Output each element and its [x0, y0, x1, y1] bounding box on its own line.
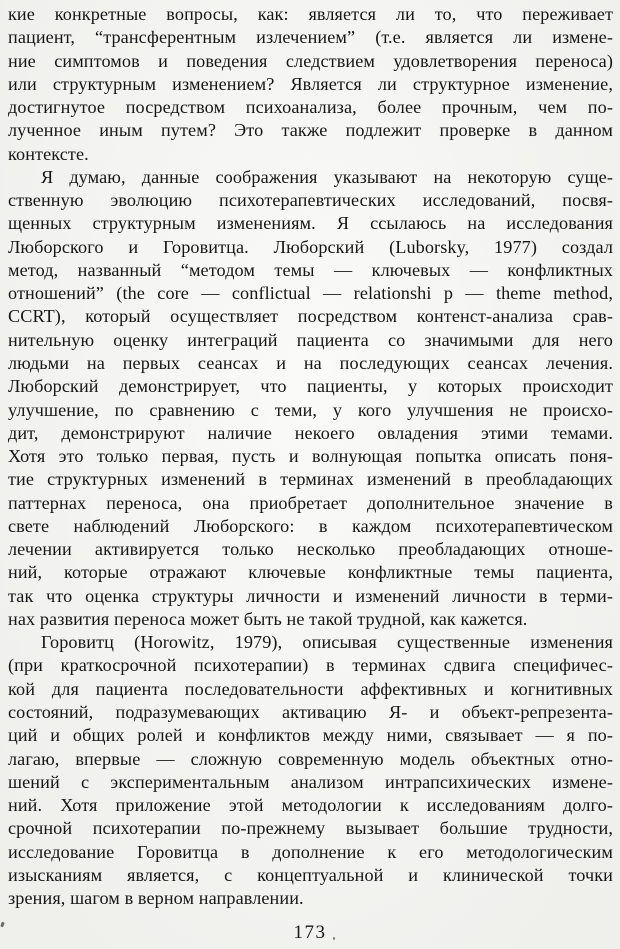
text-line: срочной психотерапии по-прежнему вызывает большие трудности, — [8, 818, 613, 839]
text-line: нах развития переноса может быть не такой трудной, как кажется. — [8, 608, 528, 629]
text-line: лагаю, впервые — сложную современную модель объектных отно- — [8, 748, 613, 769]
text-line: или структурным изменением? Является ли структурное изменение, — [8, 73, 613, 94]
text-line: свете наблюдений Люборского: в каждом психотерапевтическом — [8, 515, 613, 536]
text-line: отношений” (the core — conflictual — relationshi p — theme method, — [8, 283, 613, 304]
text-line: ний. Хотя приложение этой методологии к исследованиям долго- — [8, 795, 613, 816]
body-text — [8, 3, 613, 910]
text-line: кой для пациента последовательности аффективных и когнитивных — [8, 678, 613, 699]
text-line: Люборский демонстрирует, что пациенты, у которых происходит — [8, 376, 613, 397]
text-line: достигнутое посредством психоанализа, более прочным, чем по- — [8, 97, 613, 118]
text-line: лечении активируется только несколько преобладающих отноше- — [8, 539, 613, 560]
text-line: Люборского и Горовитца. Люборский (Luborsky, 1977) создал — [8, 236, 613, 257]
text-line: ций и общих ролей и конфликтов между ними, связывает — я по- — [8, 725, 613, 746]
text-line: так что оценка структуры личности и изменений личности в терми- — [8, 585, 613, 606]
text-line: тие структурных изменений в терминах изменений в преобладающих — [8, 469, 613, 490]
text-line: паттернах переноса, она приобретает дополнительное значение в — [8, 492, 613, 513]
text-line: людьми на первых сеансах и на последующих сеансах лечения. — [8, 352, 613, 373]
text-line: контексте. — [8, 143, 89, 164]
text-line: кие конкретные вопросы, как: является ли то, что переживает — [8, 4, 613, 24]
text-line: щенных структурным изменениям. Я ссылаюсь на исследования — [8, 213, 613, 234]
text-line: изысканиям является, с концептуальной и клинической точки — [8, 864, 613, 885]
text-line: Я думаю, данные соображения указывают на некоторую суще- — [41, 166, 613, 187]
text-line: пациент, “трансферентным излечением” (т.е. является ли измене- — [8, 27, 613, 48]
text-line: дит, демонстрируют наличие некоего овладения этими темами. — [8, 422, 613, 443]
text-line: ний, которые отражают ключевые конфликтные темы пациента, — [8, 562, 613, 583]
text-line: CCRT), который осуществляет посредством контенст-анализа срав- — [8, 306, 613, 327]
page-number: 173 — [293, 922, 327, 943]
text-line: исследование Горовитца в дополнение к его методологическим — [8, 841, 613, 862]
text-line: Хотя это только первая, пусть и волнующая попытка описать поня- — [8, 446, 613, 467]
text-line: зрения, шагом в верном направлении. — [8, 888, 304, 909]
text-line: шений с экспериментальным анализом интрапсихических измене- — [8, 771, 613, 792]
text-line: нительную оценку интеграций пациента со значимыми для него — [8, 329, 613, 350]
text-line: ственную эволюцию психотерапевтических исследований, посвя- — [8, 190, 613, 211]
text-line: улучшение, по сравнению с теми, у кого улучшения не происхо- — [8, 399, 613, 420]
text-line: состояний, подразумевающих активацию Я- и объект-репрезента- — [8, 701, 613, 722]
text-line: ние симптомов и поведения следствием удовлетворения переноса) — [8, 50, 613, 71]
text-line: (при краткосрочной психотерапии) в терминах сдвига специфичес- — [8, 655, 613, 676]
text-line: Горовитц (Horowitz, 1979), описывая существенные изменения — [41, 632, 613, 653]
text-line: метод, названный “методом темы — ключевых — конфликтных — [8, 259, 613, 280]
text-line: лученное иным путем? Это также подлежит проверке в данном — [8, 120, 613, 141]
